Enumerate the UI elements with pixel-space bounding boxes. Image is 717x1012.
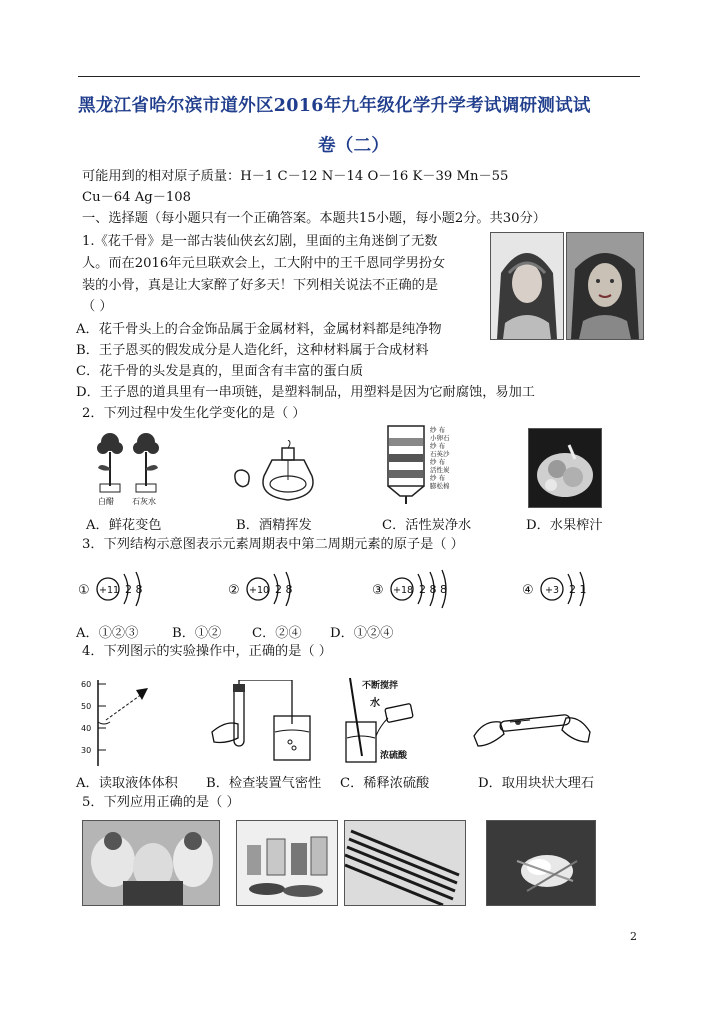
- q1-option-b: B．王子恩买的假发成分是人造化纤，这种材料属于合成材料: [76, 343, 429, 358]
- q4-image-dilute-acid: [336, 676, 432, 768]
- filter-layer-label: 石英沙: [430, 450, 450, 458]
- nucleus-charge: +18: [393, 585, 414, 596]
- atom-diagram-2: [228, 566, 316, 612]
- student-costume-photo: [566, 232, 644, 340]
- page-number: 2: [630, 930, 637, 943]
- q2-option-a: A．鲜花变色: [86, 518, 162, 533]
- atomic-mass-line-2: Cu－64 Ag－108: [82, 190, 192, 205]
- filter-layer-label: 活性炭: [430, 466, 450, 474]
- q1-stem-3: 装的小骨，真是让大家醉了好多天！下列相关说法不正确的是: [82, 278, 439, 293]
- q1-stem-2: 人。而在2016年元旦联欢会上，工大附中的王千恩同学男扮女: [82, 256, 446, 271]
- filter-layer-label: 纱 布: [430, 442, 446, 450]
- white-vinegar-label: 白醋: [98, 497, 114, 506]
- diagram-number: ④: [522, 583, 534, 598]
- q4-stem: 4．下列图示的实验操作中，正确的是（ ）: [82, 644, 332, 659]
- atomic-mass-line-1: 可能用到的相对原子质量：H－1 C－12 N－14 O－16 K－39 Mn－55: [82, 169, 509, 184]
- q5-photo-pencil-leads: [344, 820, 466, 906]
- cylinder-tick: 40: [81, 724, 92, 733]
- water-label: 水: [370, 698, 380, 709]
- q2-image-alcohol-lamp: [228, 440, 328, 506]
- filter-layer-label: 膨松棉: [430, 482, 450, 490]
- character-costume-photo: [490, 232, 564, 340]
- filter-layer-label: 纱 布: [430, 474, 446, 482]
- title-line-2: 卷（二）: [318, 136, 390, 156]
- q2-option-c: C．活性炭净水: [382, 518, 472, 533]
- atom-diagram-3: [372, 566, 472, 612]
- nucleus-charge: +10: [249, 585, 270, 596]
- limewater-label: 石灰水: [132, 497, 156, 506]
- q5-photo-burning: [486, 820, 596, 906]
- q1-option-d: D．王子恩的道具里有一串项链，是塑料制品，用塑料是因为它耐腐蚀，易加工: [76, 385, 535, 400]
- header-rule: [78, 76, 640, 77]
- cylinder-tick: 50: [81, 702, 92, 711]
- q3-option-a: A．①②③: [76, 626, 139, 641]
- q2-image-water-filter: [378, 424, 470, 506]
- q4-image-airtightness: [206, 680, 318, 768]
- q1-stem-1: 1.《花千骨》是一部古装仙侠玄幻剧，里面的主角迷倒了无数: [82, 234, 438, 249]
- diagram-number: ③: [372, 583, 384, 598]
- q5-stem: 5．下列应用正确的是（ ）: [82, 795, 240, 810]
- q4-image-marble-tube: [470, 696, 596, 762]
- q2-stem: 2．下列过程中发生化学变化的是（ ）: [82, 406, 306, 421]
- q3-option-b: B．①②: [172, 626, 222, 641]
- electron-shells: 2 1: [569, 583, 587, 596]
- q2-option-d: D．水果榨汁: [526, 518, 603, 533]
- stir-label: 不断搅拌: [362, 681, 399, 691]
- q5-photo-firefighters: [82, 820, 220, 906]
- atom-diagram-4: [522, 566, 610, 612]
- q3-option-c: C．②④: [252, 626, 302, 641]
- diagram-number: ①: [78, 583, 90, 598]
- q1-option-a: A．花千骨头上的合金饰品属于金属材料，金属材料都是纯净物: [76, 322, 442, 337]
- title-line-1: 黑龙江省哈尔滨市道外区2016年九年级化学升学考试调研测试试: [78, 96, 591, 116]
- filter-layer-label: 纱 布: [430, 426, 446, 434]
- nucleus-charge: +3: [545, 585, 560, 596]
- nucleus-charge: +11: [99, 585, 120, 596]
- q2-option-b: B．酒精挥发: [236, 518, 312, 533]
- q2-image-juicer-photo: [528, 428, 602, 508]
- cylinder-tick: 30: [81, 746, 92, 755]
- electron-shells: 2 8: [275, 583, 293, 596]
- diagram-number: ②: [228, 583, 240, 598]
- filter-layer-label: 纱 布: [430, 458, 446, 466]
- q3-option-d: D．①②④: [330, 626, 394, 641]
- q3-stem: 3．下列结构示意图表示元素周期表中第二周期元素的原子是（ ）: [82, 537, 464, 552]
- section-heading: 一、选择题（每小题只有一个正确答案。本题共15小题，每小题2分。共30分）: [82, 211, 546, 226]
- electron-shells: 2 8: [125, 583, 143, 596]
- q4-image-graduated-cylinder: [80, 676, 160, 768]
- q1-option-c: C．花千骨的头发是真的，里面含有丰富的蛋白质: [76, 364, 364, 379]
- electron-shells: 2 8 8: [419, 583, 447, 596]
- q4-option-c: C．稀释浓硫酸: [340, 776, 430, 791]
- atom-diagram-1: [78, 566, 166, 612]
- filter-layer-label: 小卵石: [430, 434, 450, 442]
- q5-photo-chemical-bottles: [236, 820, 338, 906]
- q1-blank: （ ）: [82, 299, 113, 314]
- q4-option-a: A．读取液体体积: [76, 776, 178, 791]
- acid-label: 浓硫酸: [380, 751, 408, 761]
- q4-option-b: B．检查装置气密性: [206, 776, 322, 791]
- q2-image-flowers: [88, 428, 172, 506]
- cylinder-tick: 60: [81, 680, 92, 689]
- q4-option-d: D．取用块状大理石: [478, 776, 595, 791]
